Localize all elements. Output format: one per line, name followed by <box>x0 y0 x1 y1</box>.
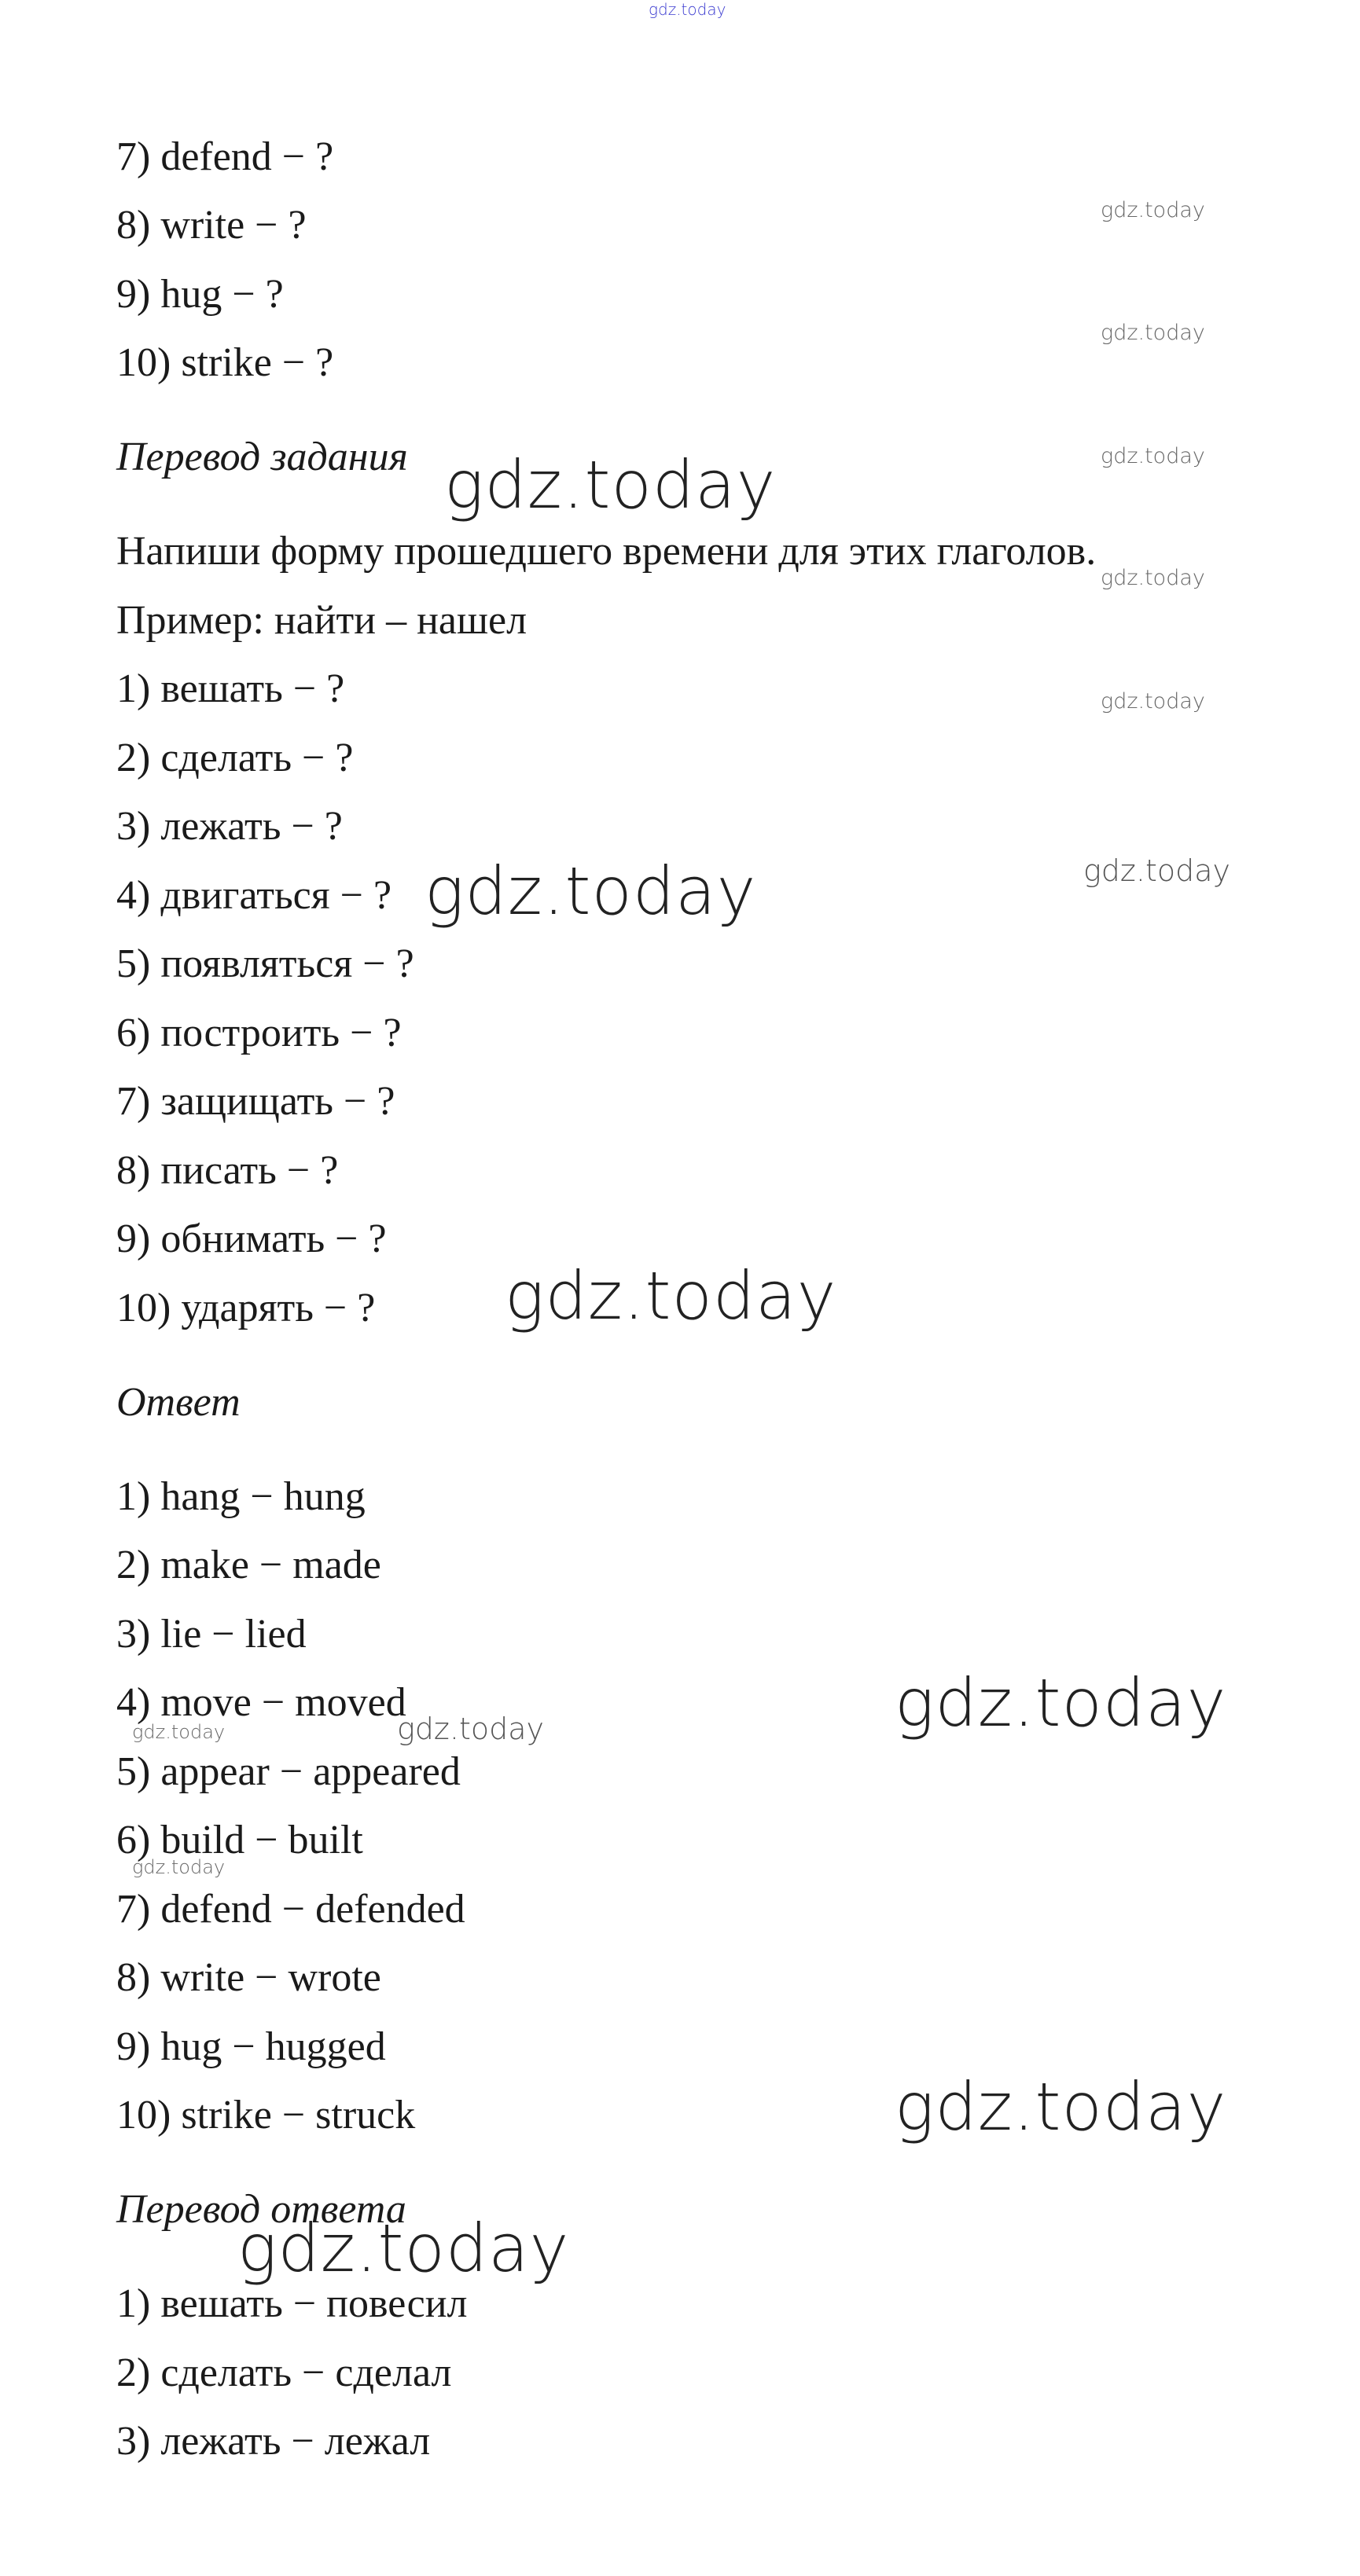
watermark: gdz.today <box>1101 321 1205 345</box>
watermark: gdz.today <box>1083 853 1230 888</box>
answer-translation-item-1: 1) вешать − повесил <box>116 2281 468 2326</box>
answer-translation-heading: Перевод ответа <box>116 2187 406 2232</box>
watermark: gdz.today <box>1101 198 1205 222</box>
answer-item-7: 7) defend − defended <box>116 1887 465 1932</box>
watermark: gdz.today <box>444 446 777 523</box>
task-item-5: 5) появляться − ? <box>116 941 414 986</box>
task-item-4: 4) двигаться − ? <box>116 873 392 918</box>
exercise-item-9: 9) hug − ? <box>116 272 284 317</box>
watermark: gdz.today <box>895 1664 1227 1741</box>
answer-item-8: 8) write − wrote <box>116 1955 381 2000</box>
task-translation-heading: Перевод задания <box>116 435 408 479</box>
answer-translation-item-2: 2) сделать − сделал <box>116 2350 452 2395</box>
task-example: Пример: найти – нашел <box>116 598 527 643</box>
task-item-2: 2) сделать − ? <box>116 736 354 780</box>
task-item-6: 6) построить − ? <box>116 1011 402 1055</box>
exercise-item-10: 10) strike − ? <box>116 340 334 385</box>
task-item-3: 3) лежать − ? <box>116 804 343 849</box>
answer-item-9: 9) hug − hugged <box>116 2024 386 2069</box>
top-watermark: gdz.today <box>649 0 726 19</box>
watermark: gdz.today <box>1101 566 1205 590</box>
exercise-item-7: 7) defend − ? <box>116 134 334 179</box>
watermark: gdz.today <box>505 1257 837 1334</box>
answer-item-6: 6) build − built <box>116 1818 363 1862</box>
watermark: gdz.today <box>237 2210 570 2287</box>
watermark: gdz.today <box>895 2068 1227 2145</box>
answer-item-1: 1) hang − hung <box>116 1474 366 1519</box>
watermark: gdz.today <box>1101 444 1205 468</box>
task-item-8: 8) писать − ? <box>116 1148 339 1193</box>
task-item-10: 10) ударять − ? <box>116 1286 376 1330</box>
watermark: gdz.today <box>397 1712 544 1746</box>
task-item-7: 7) защищать − ? <box>116 1079 395 1124</box>
answer-translation-item-3: 3) лежать − лежал <box>116 2419 431 2464</box>
answer-item-4: 4) move − moved <box>116 1680 406 1725</box>
watermark: gdz.today <box>132 1721 226 1743</box>
exercise-item-8: 8) write − ? <box>116 203 307 248</box>
watermark: gdz.today <box>425 853 757 930</box>
answer-item-3: 3) lie − lied <box>116 1612 307 1657</box>
watermark: gdz.today <box>1101 689 1205 714</box>
task-item-1: 1) вешать − ? <box>116 666 345 711</box>
answer-item-5: 5) appear − appeared <box>116 1749 461 1794</box>
answer-heading: Ответ <box>116 1380 241 1425</box>
task-instruction: Напиши форму прошедшего времени для этих глаголов. <box>116 529 1097 574</box>
watermark: gdz.today <box>132 1856 226 1878</box>
answer-item-2: 2) make − made <box>116 1543 381 1587</box>
answer-item-10: 10) strike − struck <box>116 2093 416 2137</box>
task-item-9: 9) обнимать − ? <box>116 1216 387 1261</box>
